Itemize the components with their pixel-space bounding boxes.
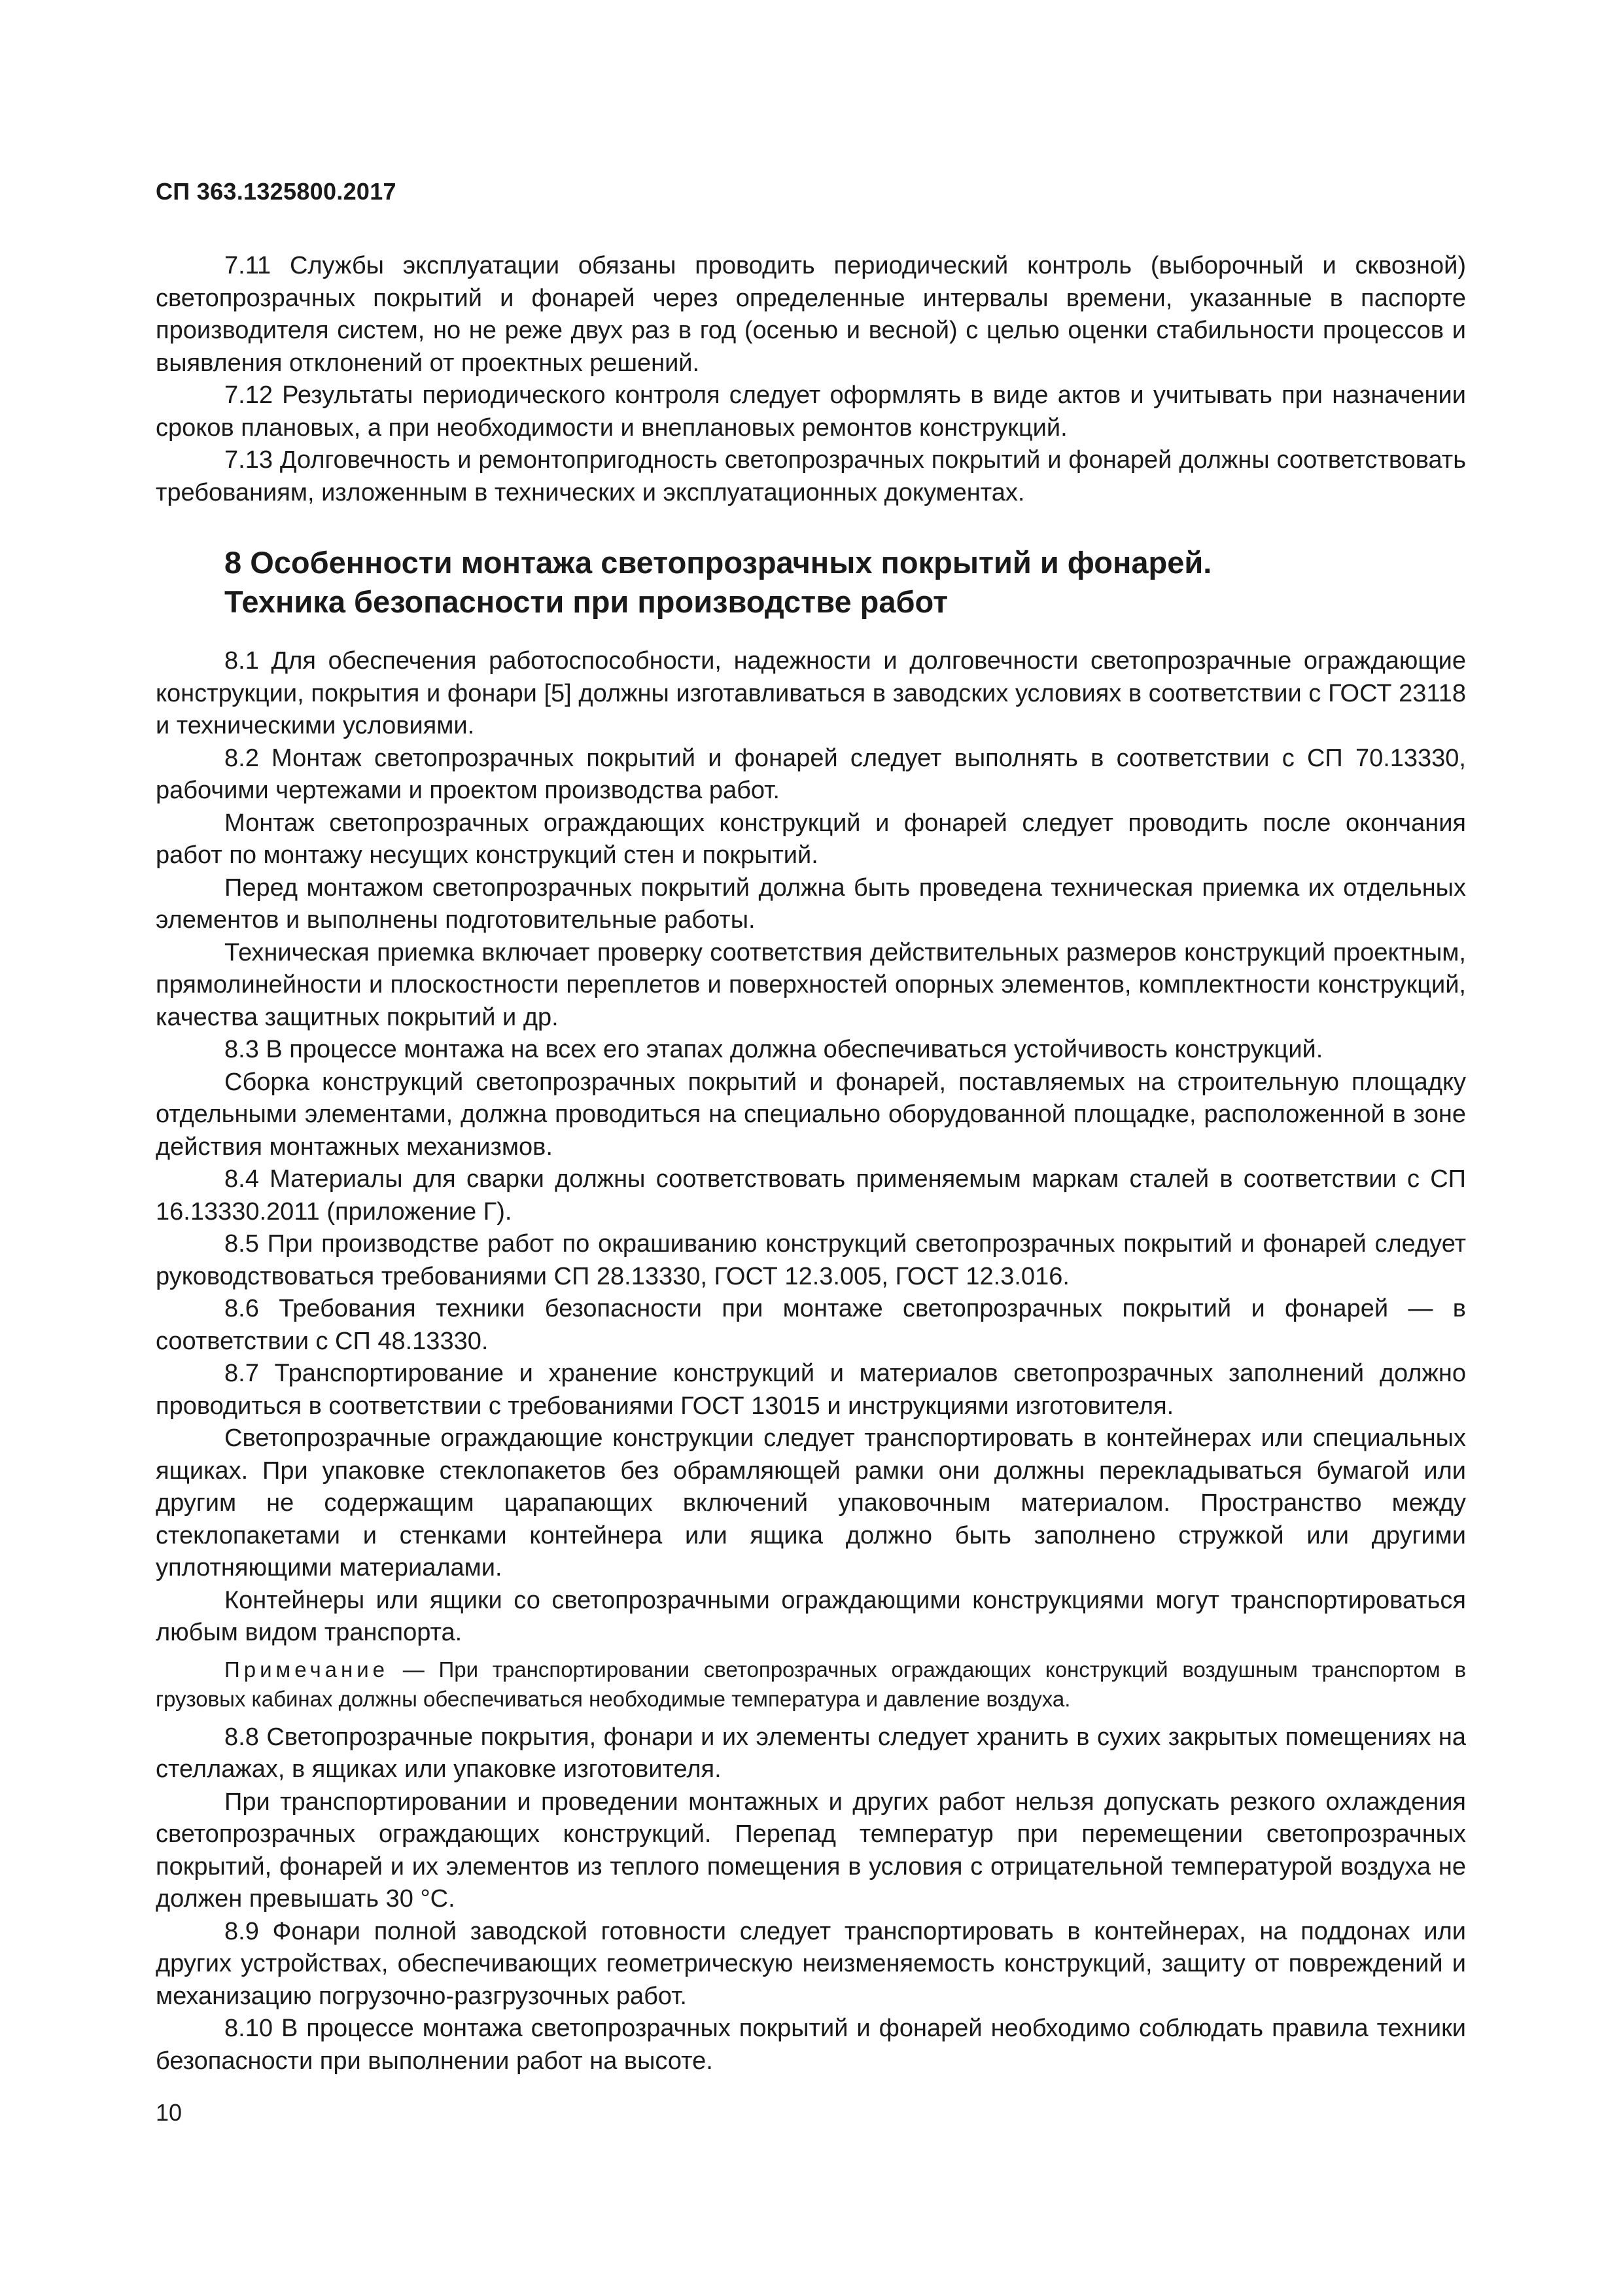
paragraph: Контейнеры или ящики со светопрозрачными ограждающими конструкциями могут транспортироваться любым видом транспорта. xyxy=(156,1586,1466,1646)
section-8-heading-line-1: 8 Особенности монтажа светопрозрачных покрытий и фонарей. xyxy=(224,545,1212,580)
paragraph-8-5: 8.5 При производстве работ по окрашиванию конструкций светопрозрачных покрытий и фонарей следует руководствоваться требованиями СП 28.13330, ГОСТ 12.3.005, ГОСТ 12.3.016. xyxy=(156,1230,1466,1290)
paragraph-8-8: 8.8 Светопрозрачные покрытия, фонари и их элементы следует хранить в сухих закрытых помещениях на стеллажах, в ящиках или упаковке изготовителя. xyxy=(156,1723,1466,1783)
paragraph-7-12: 7.12 Результаты периодического контроля следует оформлять в виде актов и учитывать при назначении сроков плановых, а при необходимости и внеплановых ремонтов конструкций. xyxy=(156,381,1466,442)
paragraph: Техническая приемка включает проверку соответствия действительных размеров конструкций проектным, прямолинейности и плоскостности переплетов и поверхностей опорных элементов, комплектности конструкций, качества защитных покрытий и др. xyxy=(156,938,1466,1031)
section-8-heading xyxy=(224,543,1467,622)
paragraph-8-2: 8.2 Монтаж светопрозрачных покрытий и фонарей следует выполнять в соответствии с СП 70.13330, рабочими чертежами и проектом производства работ. xyxy=(156,744,1466,804)
paragraph-8-7: 8.7 Транспортирование и хранение конструкций и материалов светопрозрачных заполнений должно проводиться в соответствии с требованиями ГОСТ 13015 и инструкциями изготовителя. xyxy=(156,1360,1466,1420)
note-label: Примечание xyxy=(224,1657,389,1682)
section-8-text xyxy=(156,645,1466,2077)
paragraph-8-10: 8.10 В процессе монтажа светопрозрачных покрытий и фонарей необходимо соблюдать правила техники безопасности при выполнении работ на высоте. xyxy=(156,2015,1466,2075)
section-7-text xyxy=(156,250,1466,509)
paragraph-7-11: 7.11 Службы эксплуатации обязаны проводить периодический контроль (выборочный и сквозной) светопрозрачных покрытий и фонарей через определенные интервалы времени, указанные в паспорте производителя систем, но не реже двух раз в год (осенью и весной) с целью оценки стабильности процессов и выявления отклонений от проектных решений. xyxy=(156,252,1466,377)
paragraph: При транспортировании и проведении монтажных и других работ нельзя допускать резкого охлаждения светопрозрачных ограждающих конструкций. Перепад температур при перемещении светопрозрачных покрытий, фонарей и их элементов из теплого помещения в условия с отрицательной температурой воздуха не должен превышать 30 °С. xyxy=(156,1788,1466,1913)
paragraph-8-9: 8.9 Фонари полной заводской готовности следует транспортировать в контейнерах, на поддонах или других устройствах, обеспечивающих геометрическую неизменяемость конструкций, защиту от повреждений и механизацию погрузочно-разгрузочных работ. xyxy=(156,1917,1466,2010)
paragraph-7-13: 7.13 Долговечность и ремонтопригодность светопрозрачных покрытий и фонарей должны соответствовать требованиям, изложенным в технических и эксплуатационных документах. xyxy=(156,446,1466,506)
note xyxy=(156,1655,1466,1714)
page-number: 10 xyxy=(156,2099,183,2126)
paragraph-8-3: 8.3 В процессе монтажа на всех его этапах должна обеспечиваться устойчивость конструкций. xyxy=(224,1036,1323,1063)
paragraph: Перед монтажом светопрозрачных покрытий должна быть проведена техническая приемка их отдельных элементов и выполнены подготовительные работы. xyxy=(156,874,1466,934)
paragraph-8-1: 8.1 Для обеспечения работоспособности, надежности и долговечности светопрозрачные ограждающие конструкции, покрытия и фонари [5] должны изготавливаться в заводских условиях в соответствии с ГОСТ 23118 и техническими условиями. xyxy=(156,647,1466,739)
paragraph-8-6: 8.6 Требования техники безопасности при монтаже светопрозрачных покрытий и фонарей — в соответствии с СП 48.13330. xyxy=(156,1295,1466,1355)
paragraph: Сборка конструкций светопрозрачных покрытий и фонарей, поставляемых на строительную площадку отдельными элементами, должна проводиться на специально оборудованной площадке, расположенной в зоне действия монтажных механизмов. xyxy=(156,1068,1466,1161)
document-code: СП 363.1325800.2017 xyxy=(156,178,396,205)
paragraph: Светопрозрачные ограждающие конструкции следует транспортировать в контейнерах или специальных ящиках. При упаковке стеклопакетов без обрамляющей рамки они должны перекладываться бумагой или другим не содержащим царапающих включений упаковочным материалом. Пространство между стеклопакетами и стенками контейнера или ящика должно быть заполнено стружкой или другими уплотняющими материалами. xyxy=(156,1424,1466,1581)
paragraph-8-4: 8.4 Материалы для сварки должны соответствовать применяемым маркам сталей в соответствии с СП 16.13330.2011 (приложение Г). xyxy=(156,1165,1466,1226)
paragraph: Монтаж светопрозрачных ограждающих конструкций и фонарей следует проводить после окончания работ по монтажу несущих конструкций стен и покрытий. xyxy=(156,809,1466,869)
section-8-heading-line-2: Техника безопасности при производстве работ xyxy=(224,584,949,619)
note-text: — При транспортировании светопрозрачных ограждающих конструкций воздушным транспортом в грузовых кабинах должны обеспечиваться необходимые температура и давление воздуха. xyxy=(156,1657,1466,1711)
